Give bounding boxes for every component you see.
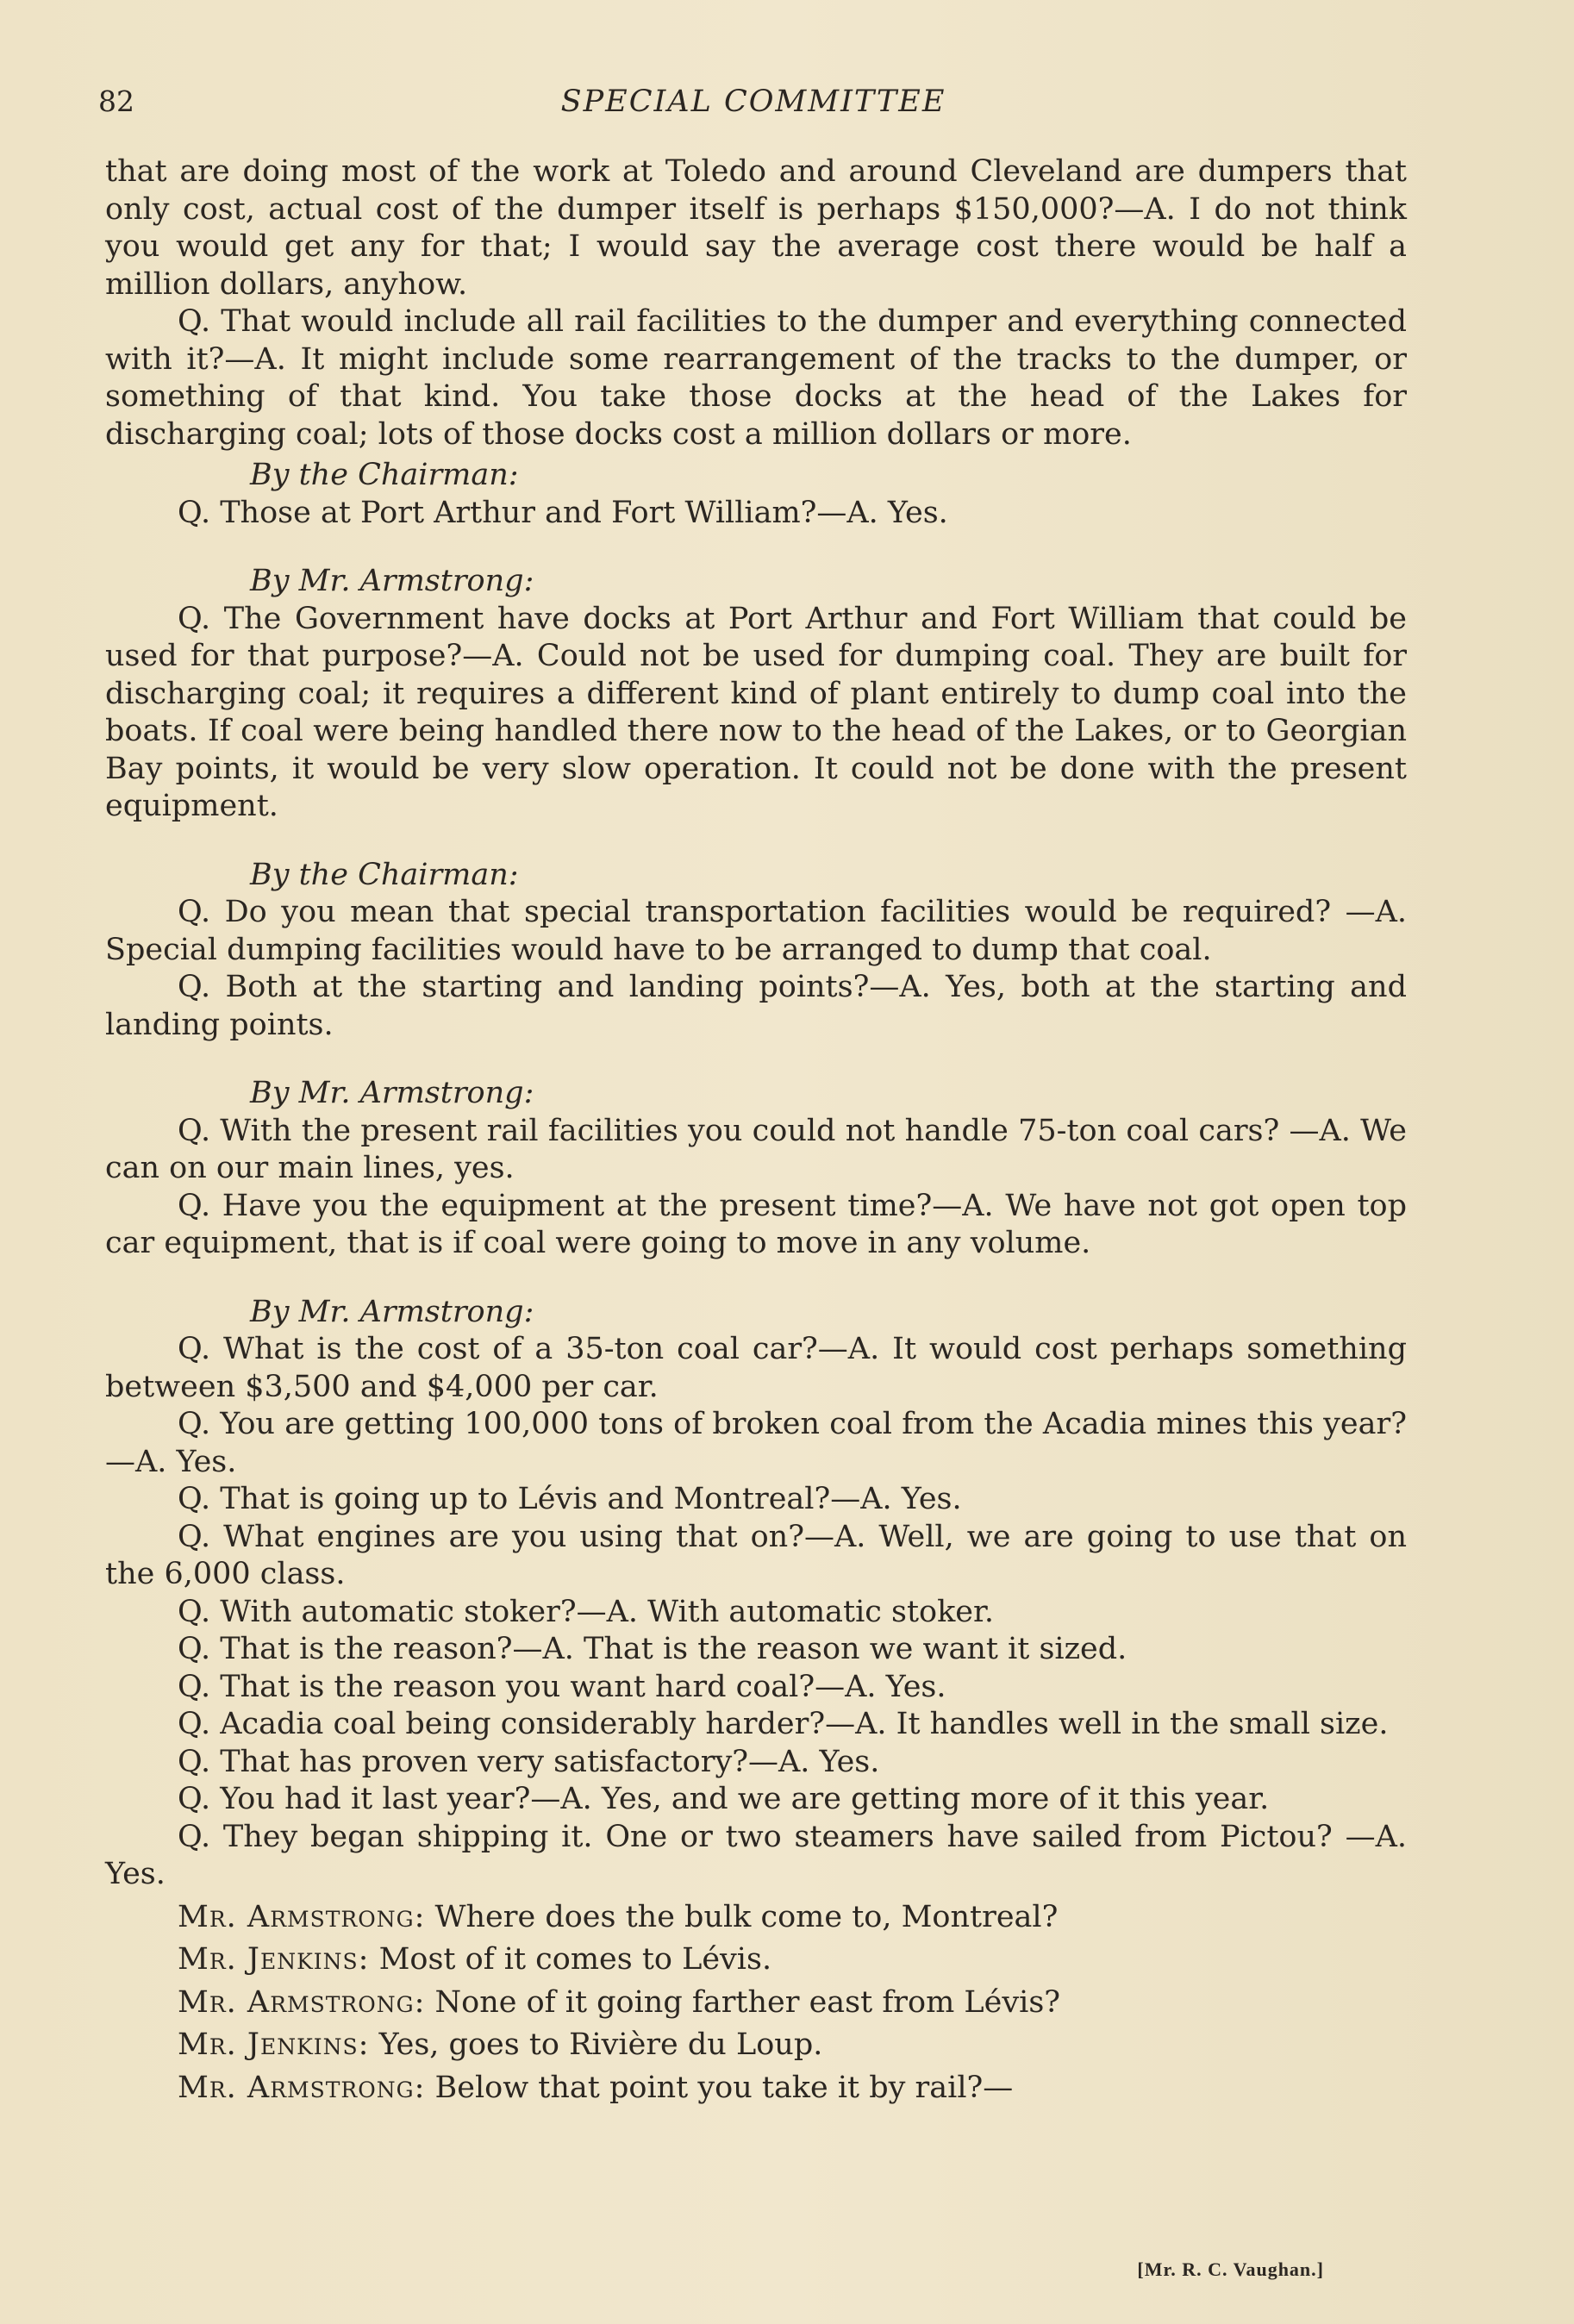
speaker-heading: By the Chairman:	[250, 458, 519, 492]
speaker-heading: By Mr. Armstrong:	[250, 1294, 534, 1329]
question-answer: Q. That is going up to Lévis and Montreal?—A. Yes.	[178, 1482, 962, 1516]
dialogue-text: Yes, goes to Rivière du Loup.	[378, 2027, 823, 2062]
question-answer: Q. They began shipping it. One or two steamers have sailed from Pictou? —A. Yes.	[105, 1819, 1407, 1891]
dialogue-line	[105, 2027, 1407, 2065]
question-answer: Q. What engines are you using that on?—A. Well, we are going to use that on the 6,000 class.	[105, 1519, 1407, 1591]
question-answer: Q. Do you mean that special transportation facilities would be required? —A. Special dumping facilities would have to be arranged to dump that coal.	[105, 895, 1407, 967]
question-answer: Q. With automatic stoker?—A. With automatic stoker.	[178, 1594, 995, 1629]
running-head: SPECIAL COMMITTEE	[560, 84, 946, 119]
witness-footer: [Mr. R. C. Vaughan.]	[1137, 2258, 1324, 2280]
transcript-body	[105, 153, 1407, 2107]
dialogue-line	[105, 2070, 1407, 2108]
question-answer: Q. That is the reason?—A. That is the reason we want it sized.	[178, 1632, 1127, 1666]
dialogue-text: Most of it comes to Lévis.	[378, 1942, 772, 1977]
dialogue-line	[105, 1941, 1407, 1979]
question-answer: Q. With the present rail facilities you could not handle 75-ton coal cars? —A. We can on our main lines, yes.	[105, 1113, 1407, 1185]
paragraph: that are doing most of the work at Toledo and around Cleveland are dumpers that only cost, actual cost of the dumper itself is perhaps $150,000?—A. I do not think you would get any for that; I would say the average cost there would be half a million dollars, anyhow.	[105, 154, 1407, 302]
page-number: 82	[98, 84, 134, 118]
question-answer: Q. Have you the equipment at the present time?—A. We have not got open top car equipment, that is if coal were going to move in any volume.	[105, 1188, 1407, 1260]
dialogue-text: Where does the bulk come to, Montreal?	[434, 1899, 1059, 1934]
question-answer: Q. You are getting 100,000 tons of broken coal from the Acadia mines this year?—A. Yes.	[105, 1407, 1407, 1479]
dialogue-text: None of it going farther east from Lévis?	[434, 1984, 1061, 2020]
question-answer: Q. Those at Port Arthur and Fort William?—A. Yes.	[178, 495, 948, 530]
dialogue-speaker: Mr. Jenkins:	[178, 1942, 370, 1977]
dialogue-speaker: Mr. Armstrong:	[178, 2070, 426, 2105]
speaker-heading: By Mr. Armstrong:	[250, 1076, 534, 1110]
question-answer: Q. The Government have docks at Port Arthur and Fort William that could be used for that purpose?—A. Could not be used for dumping coal. They are built for discharging coal; it requires a different kind of plant entirely to dump coal into the boats. If coal were being handled there now to the head of the Lakes, or to Georgian Bay points, it would be very slow operation. It could not be done with the present equipment.	[105, 601, 1407, 823]
dialogue-line	[105, 1899, 1407, 1937]
question-answer: Q. Both at the starting and landing points?—A. Yes, both at the starting and landing points.	[105, 970, 1407, 1042]
question-answer: Q. That is the reason you want hard coal?—A. Yes.	[178, 1669, 946, 1704]
dialogue-text: Below that point you take it by rail?—	[434, 2070, 1014, 2105]
dialogue-speaker: Mr. Jenkins:	[178, 2027, 370, 2062]
question-answer: Q. You had it last year?—A. Yes, and we are getting more of it this year.	[178, 1782, 1270, 1816]
page-header	[98, 84, 1408, 128]
question-answer: Q. Acadia coal being considerably harder?—A. It handles well in the small size.	[178, 1707, 1389, 1741]
dialogue-line	[105, 1984, 1407, 2022]
dialogue-speaker: Mr. Armstrong:	[178, 1899, 426, 1934]
question-answer: Q. That has proven very satisfactory?—A. Yes.	[178, 1744, 880, 1779]
question-answer: Q. What is the cost of a 35-ton coal car?—A. It would cost perhaps something between $3,500 and $4,000 per car.	[105, 1332, 1407, 1404]
dialogue-speaker: Mr. Armstrong:	[178, 1984, 426, 2020]
speaker-heading: By the Chairman:	[250, 857, 519, 892]
speaker-heading: By Mr. Armstrong:	[250, 564, 534, 598]
question-answer: Q. That would include all rail facilities to the dumper and everything connected with it?—A. It might include some rearrangement of the tracks to the dumper, or something of that kind. You take those docks at the head of the Lakes for discharging coal; lots of those docks cost a million dollars or more.	[105, 304, 1407, 452]
